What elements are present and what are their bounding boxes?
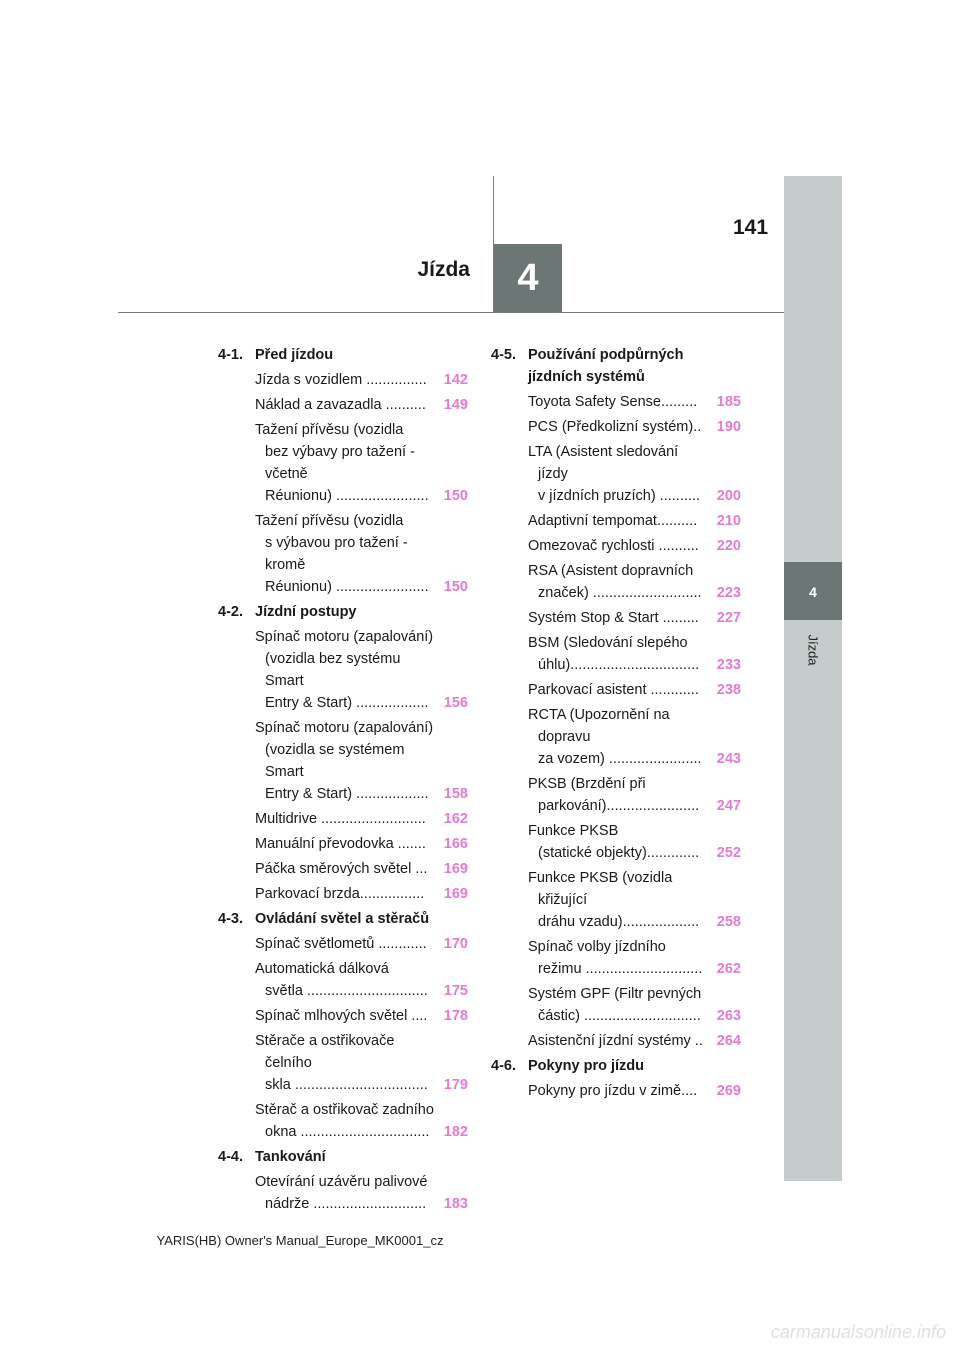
- entry-page-link[interactable]: 220: [716, 538, 741, 554]
- toc-entry[interactable]: [491, 560, 741, 604]
- entry-page-link[interactable]: 170: [443, 936, 468, 952]
- entry-page-link[interactable]: 150: [443, 488, 468, 504]
- section-title: Před jízdou: [255, 347, 334, 363]
- toc-entry[interactable]: [218, 1030, 468, 1096]
- entry-label: Manuální převodovka .......: [255, 836, 426, 852]
- entry-page-link[interactable]: 169: [443, 886, 468, 902]
- toc-entry[interactable]: [218, 1005, 468, 1027]
- entry-label: Spínač mlhových světel ....: [255, 1008, 428, 1024]
- section-title: Ovládání světel a stěračů: [255, 911, 430, 927]
- section-number: 4-5.: [491, 347, 516, 363]
- toc-entry[interactable]: [218, 1171, 468, 1215]
- entry-label: Spínač motoru (zapalování) (vozidla se systémem Smart Entry & Start) ..................: [255, 720, 434, 802]
- section-title: Používání podpůrných jízdních systémů: [528, 347, 684, 385]
- toc-entry[interactable]: [491, 773, 741, 817]
- toc-entry[interactable]: [218, 883, 468, 905]
- side-rail: [784, 176, 842, 1181]
- toc-entry[interactable]: [218, 858, 468, 880]
- toc-entry[interactable]: [491, 535, 741, 557]
- toc-entry[interactable]: [491, 1080, 741, 1102]
- entry-page-link[interactable]: 258: [716, 914, 741, 930]
- entry-label: PCS (Předkolizní systém)..: [528, 419, 702, 435]
- entry-page-link[interactable]: 252: [716, 845, 741, 861]
- entry-label: LTA (Asistent sledování jízdy v jízdních pruzích) ..........: [528, 444, 700, 504]
- entry-label: PKSB (Brzdění při parkování).......................: [528, 776, 700, 814]
- entry-label: BSM (Sledování slepého úhlu)................................: [528, 635, 700, 673]
- footer-text: YARIS(HB) Owner's Manual_Europe_MK0001_cz: [156, 1233, 444, 1248]
- entry-label: Parkovací brzda................: [255, 886, 425, 902]
- toc-section: [218, 1146, 468, 1168]
- toc-entry[interactable]: [218, 958, 468, 1002]
- entry-label: Spínač světlometů ............: [255, 936, 427, 952]
- section-title: Pokyny pro jízdu: [528, 1058, 645, 1074]
- toc-entry[interactable]: [491, 983, 741, 1027]
- toc-entry[interactable]: [218, 419, 468, 507]
- toc-entry[interactable]: [491, 607, 741, 629]
- toc-entry[interactable]: [491, 704, 741, 770]
- watermark: carmanualsonline.info: [770, 1322, 946, 1342]
- entry-page-link[interactable]: 169: [443, 861, 468, 877]
- toc-section: [218, 601, 468, 623]
- entry-page-link[interactable]: 182: [443, 1124, 468, 1140]
- toc-entry[interactable]: [218, 1099, 468, 1143]
- toc-entry[interactable]: [491, 1030, 741, 1052]
- toc-entry[interactable]: [218, 833, 468, 855]
- page-number: 141: [733, 216, 769, 239]
- entry-label: Páčka směrových světel ...: [255, 861, 428, 877]
- toc-entry[interactable]: [491, 936, 741, 980]
- entry-label: Funkce PKSB (statické objekty).............: [528, 823, 700, 861]
- toc-column-left: [218, 344, 468, 1218]
- entry-label: RSA (Asistent dopravních značek) ...........................: [528, 563, 702, 601]
- toc-entry[interactable]: [218, 717, 468, 805]
- entry-label: Systém Stop & Start .........: [528, 610, 699, 626]
- toc-entry[interactable]: [491, 679, 741, 701]
- entry-page-link[interactable]: 200: [716, 488, 741, 504]
- entry-page-link[interactable]: 179: [443, 1077, 468, 1093]
- entry-page-link[interactable]: 149: [443, 397, 468, 413]
- section-number: 4-6.: [491, 1058, 516, 1074]
- section-number: 4-4.: [218, 1149, 243, 1165]
- entry-page-link[interactable]: 233: [716, 657, 741, 673]
- toc-section: [491, 344, 741, 388]
- entry-label: Stěrač a ostřikovač zadního okna ................................: [255, 1102, 434, 1140]
- entry-page-link[interactable]: 223: [716, 585, 741, 601]
- entry-page-link[interactable]: 262: [716, 961, 741, 977]
- section-number: 4-3.: [218, 911, 243, 927]
- toc-entry[interactable]: [491, 391, 741, 413]
- entry-label: Tažení přívěsu (vozidla s výbavou pro tažení - kromě Réunionu) .......................: [255, 513, 429, 595]
- toc-entry[interactable]: [218, 808, 468, 830]
- toc-entry[interactable]: [491, 441, 741, 507]
- entry-page-link[interactable]: 227: [716, 610, 741, 626]
- entry-label: Spínač volby jízdního režimu .............................: [528, 939, 703, 977]
- toc-section: [491, 1055, 741, 1077]
- entry-label: Automatická dálková světla ..............................: [255, 961, 428, 999]
- section-title: Jízdní postupy: [255, 604, 357, 620]
- side-tab-label: [780, 630, 846, 670]
- entry-label: Stěrače a ostřikovače čelního skla .................................: [255, 1033, 428, 1093]
- entry-page-link[interactable]: 238: [716, 682, 741, 698]
- entry-label: Adaptivní tempomat..........: [528, 513, 698, 529]
- entry-page-link[interactable]: 183: [443, 1196, 468, 1212]
- side-tab-label-text: Jízda: [805, 634, 821, 666]
- chapter-title: Jízda: [417, 258, 470, 281]
- entry-page-link[interactable]: 166: [443, 836, 468, 852]
- entry-label: Jízda s vozidlem ...............: [255, 372, 427, 388]
- toc-entry[interactable]: [491, 416, 741, 438]
- entry-page-link[interactable]: 158: [443, 786, 468, 802]
- entry-label: Multidrive ..........................: [255, 811, 426, 827]
- side-tab-number[interactable]: 4: [784, 562, 842, 620]
- toc-section: [218, 344, 468, 366]
- entry-label: Funkce PKSB (vozidla křižující dráhu vzadu)...................: [528, 870, 700, 930]
- entry-page-link[interactable]: 247: [716, 798, 741, 814]
- entry-label: Systém GPF (Filtr pevných částic) .............................: [528, 986, 702, 1024]
- entry-label: Tažení přívěsu (vozidla bez výbavy pro tažení - včetně Réunionu) .......................: [255, 422, 429, 504]
- toc-entry[interactable]: [491, 510, 741, 532]
- entry-page-link[interactable]: 178: [443, 1008, 468, 1024]
- entry-label: RCTA (Upozornění na dopravu za vozem) .......................: [528, 707, 702, 767]
- entry-page-link[interactable]: 156: [443, 695, 468, 711]
- entry-page-link[interactable]: 243: [716, 751, 741, 767]
- toc-column-right: [491, 344, 741, 1105]
- entry-label: Otevírání uzávěru palivové nádrže ............................: [255, 1174, 428, 1212]
- entry-page-link[interactable]: 264: [716, 1033, 741, 1049]
- entry-page-link[interactable]: 175: [443, 983, 468, 999]
- toc-entry[interactable]: [218, 394, 468, 416]
- entry-page-link[interactable]: 162: [443, 811, 468, 827]
- entry-label: Pokyny pro jízdu v zimě....: [528, 1083, 698, 1099]
- toc-entry[interactable]: [218, 510, 468, 598]
- toc-entry[interactable]: [491, 867, 741, 933]
- chapter-number-box: 4: [494, 244, 562, 312]
- entry-label: Omezovač rychlosti ..........: [528, 538, 699, 554]
- entry-label: Parkovací asistent ............: [528, 682, 699, 698]
- toc-section: [218, 908, 468, 930]
- entry-page-link[interactable]: 210: [716, 513, 741, 529]
- entry-page-link[interactable]: 190: [716, 419, 741, 435]
- entry-page-link[interactable]: 185: [716, 394, 741, 410]
- entry-label: Náklad a zavazadla ..........: [255, 397, 426, 413]
- entry-page-link[interactable]: 269: [716, 1083, 741, 1099]
- section-title: Tankování: [255, 1149, 326, 1165]
- entry-label: Asistenční jízdní systémy ..: [528, 1033, 703, 1049]
- toc-entry[interactable]: [218, 369, 468, 391]
- entry-page-link[interactable]: 150: [443, 579, 468, 595]
- toc-entry[interactable]: [491, 632, 741, 676]
- header-divider-horizontal: [118, 312, 784, 313]
- section-number: 4-1.: [218, 347, 243, 363]
- toc-entry[interactable]: [218, 626, 468, 714]
- entry-page-link[interactable]: 142: [443, 372, 468, 388]
- entry-label: Spínač motoru (zapalování) (vozidla bez systému Smart Entry & Start) ..................: [255, 629, 434, 711]
- section-number: 4-2.: [218, 604, 243, 620]
- toc-entry[interactable]: [491, 820, 741, 864]
- toc-entry[interactable]: [218, 933, 468, 955]
- entry-label: Toyota Safety Sense.........: [528, 394, 698, 410]
- entry-page-link[interactable]: 263: [716, 1008, 741, 1024]
